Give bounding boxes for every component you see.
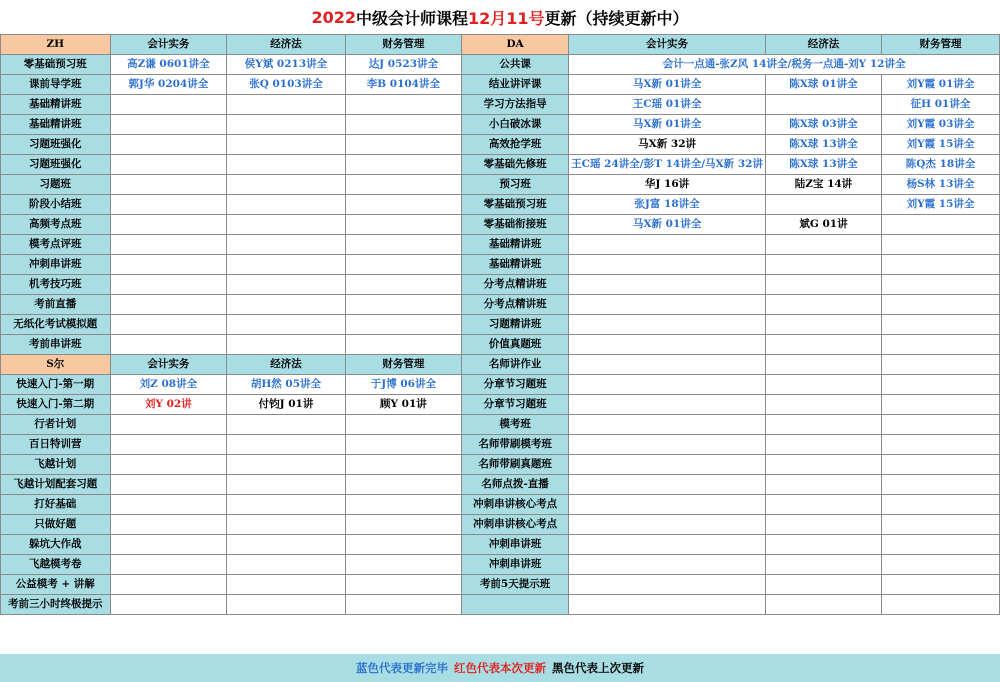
zh-cell: 李B 0104讲全 [345, 75, 461, 95]
se-header-label: S尔 [1, 355, 111, 375]
right-merged-cell: 会计一点通-张Z风 14讲全/税务一点通-刘Y 12讲全 [569, 55, 1000, 75]
right-cell [765, 255, 881, 275]
right-cell [569, 475, 766, 495]
zh-cell [345, 215, 461, 235]
table-row [1, 395, 1000, 415]
zh-row-label: 无纸化考试模拟题 [1, 315, 111, 335]
table-row [1, 475, 1000, 495]
table-row [1, 75, 1000, 95]
zh-row-label: 冲刺串讲班 [1, 255, 111, 275]
right-cell [569, 375, 766, 395]
right-row-label: 分考点精讲班 [462, 295, 569, 315]
right-cell [569, 335, 766, 355]
se-cell [345, 535, 461, 555]
se-cell [110, 575, 227, 595]
table-row [1, 215, 1000, 235]
right-cell [765, 315, 881, 335]
se-cell [227, 435, 346, 455]
title-year: 2022 [311, 7, 356, 27]
right-row-label [462, 595, 569, 615]
right-cell [881, 375, 999, 395]
zh-cell [110, 235, 227, 255]
zh-row-label: 基础精讲班 [1, 115, 111, 135]
right-cell: 马X新 01讲全 [569, 75, 766, 95]
right-row-label: 分章节习题班 [462, 375, 569, 395]
right-row-label: 名师讲作业 [462, 355, 569, 375]
se-row-label: 公益模考 + 讲解 [1, 575, 111, 595]
right-cell: 张J富 18讲全 [569, 195, 766, 215]
zh-cell [110, 195, 227, 215]
zh-row-label: 阶段小结班 [1, 195, 111, 215]
zh-cell [227, 135, 346, 155]
right-cell [569, 315, 766, 335]
right-header-col: 财务管理 [881, 35, 999, 55]
zh-cell [345, 155, 461, 175]
se-cell [345, 595, 461, 615]
right-cell [881, 275, 999, 295]
zh-cell [110, 115, 227, 135]
zh-cell [345, 115, 461, 135]
right-cell [765, 355, 881, 375]
se-cell [110, 435, 227, 455]
right-header-col: 经济法 [765, 35, 881, 55]
right-cell: 斌G 01讲 [765, 215, 881, 235]
se-cell [345, 455, 461, 475]
right-cell: 马X新 01讲全 [569, 115, 766, 135]
right-cell [881, 435, 999, 455]
right-header-label: DA [462, 35, 569, 55]
right-cell [569, 435, 766, 455]
right-cell [765, 375, 881, 395]
right-cell: 杨S林 13讲全 [881, 175, 999, 195]
zh-cell: 高Z谦 0601讲全 [110, 55, 227, 75]
zh-cell [345, 275, 461, 295]
right-row-label: 小白破冰课 [462, 115, 569, 135]
right-row-label: 习题精讲班 [462, 315, 569, 335]
table-row [1, 535, 1000, 555]
zh-cell [227, 235, 346, 255]
table-row [1, 315, 1000, 335]
right-header-col: 会计实务 [569, 35, 766, 55]
right-cell [881, 455, 999, 475]
zh-row-label: 高频考点班 [1, 215, 111, 235]
right-cell: 陈Q杰 18讲全 [881, 155, 999, 175]
zh-cell [345, 95, 461, 115]
table-row [1, 295, 1000, 315]
table-row [1, 275, 1000, 295]
zh-cell [345, 255, 461, 275]
legend-blue: 蓝色代表更新完毕 [356, 661, 448, 675]
table-row [1, 55, 1000, 75]
right-cell: 刘Y霞 01讲全 [881, 75, 999, 95]
right-cell [881, 555, 999, 575]
right-cell [569, 295, 766, 315]
se-cell [345, 515, 461, 535]
right-cell [569, 575, 766, 595]
right-cell [569, 535, 766, 555]
se-row-label: 快速入门-第一期 [1, 375, 111, 395]
right-cell [765, 195, 881, 215]
zh-cell [345, 195, 461, 215]
se-cell: 于J博 06讲全 [345, 375, 461, 395]
table-row [1, 175, 1000, 195]
right-cell [765, 235, 881, 255]
table-row [1, 95, 1000, 115]
right-cell [881, 535, 999, 555]
right-cell: 陈X球 13讲全 [765, 155, 881, 175]
se-row-label: 飞越计划 [1, 455, 111, 475]
right-row-label: 基础精讲班 [462, 235, 569, 255]
title-text: 中级会计师课程 [355, 8, 468, 28]
table-row [1, 355, 1000, 375]
right-row-label: 结业讲评课 [462, 75, 569, 95]
table-row [1, 235, 1000, 255]
right-row-label: 零基础预习班 [462, 195, 569, 215]
zh-cell [110, 315, 227, 335]
right-cell [569, 275, 766, 295]
zh-cell [110, 135, 227, 155]
se-cell: 刘Z 08讲全 [110, 375, 227, 395]
zh-row-label: 习题班强化 [1, 155, 111, 175]
zh-row-label: 基础精讲班 [1, 95, 111, 115]
right-cell [765, 595, 881, 615]
right-cell: 刘Y霞 15讲全 [881, 195, 999, 215]
zh-cell [110, 275, 227, 295]
right-row-label: 分章节习题班 [462, 395, 569, 415]
right-cell [765, 295, 881, 315]
right-row-label: 零基础衔接班 [462, 215, 569, 235]
table-row [1, 575, 1000, 595]
zh-cell [110, 255, 227, 275]
right-row-label: 基础精讲班 [462, 255, 569, 275]
table-row [1, 455, 1000, 475]
zh-cell [227, 315, 346, 335]
se-cell [110, 455, 227, 475]
se-header-col: 财务管理 [345, 355, 461, 375]
se-row-label: 飞越模考卷 [1, 555, 111, 575]
zh-cell [227, 195, 346, 215]
se-row-label: 只做好题 [1, 515, 111, 535]
zh-cell [345, 335, 461, 355]
right-cell [765, 335, 881, 355]
right-cell [881, 515, 999, 535]
right-cell: 刘Y霞 15讲全 [881, 135, 999, 155]
zh-cell [345, 235, 461, 255]
right-cell [881, 475, 999, 495]
zh-cell [227, 275, 346, 295]
table-row [1, 375, 1000, 395]
zh-cell: 郭J华 0204讲全 [110, 75, 227, 95]
right-cell [569, 495, 766, 515]
legend-red: 红色代表本次更新 [454, 661, 546, 675]
se-cell [227, 415, 346, 435]
zh-cell: 达J 0523讲全 [345, 55, 461, 75]
zh-row-label: 机考技巧班 [1, 275, 111, 295]
table-row [1, 255, 1000, 275]
table-row [1, 195, 1000, 215]
zh-row-label: 习题班 [1, 175, 111, 195]
se-cell [345, 555, 461, 575]
se-cell [110, 595, 227, 615]
table-row [1, 595, 1000, 615]
right-row-label: 零基础先修班 [462, 155, 569, 175]
se-cell: 顾Y 01讲 [345, 395, 461, 415]
se-cell [345, 415, 461, 435]
se-cell: 胡H然 05讲全 [227, 375, 346, 395]
right-cell [765, 515, 881, 535]
se-cell: 刘Y 02讲 [110, 395, 227, 415]
table-row [1, 35, 1000, 55]
zh-cell [227, 175, 346, 195]
se-row-label: 打好基础 [1, 495, 111, 515]
zh-cell [227, 255, 346, 275]
table-row [1, 155, 1000, 175]
right-cell [569, 515, 766, 535]
se-cell: 付钧J 01讲 [227, 395, 346, 415]
se-row-label: 快速入门-第二期 [1, 395, 111, 415]
zh-cell [110, 155, 227, 175]
right-row-label: 名师带刷模考班 [462, 435, 569, 455]
zh-row-label: 考前直播 [1, 295, 111, 315]
right-cell [881, 215, 999, 235]
right-row-label: 冲刺串讲核心考点 [462, 495, 569, 515]
zh-cell [227, 115, 346, 135]
right-cell [765, 555, 881, 575]
zh-header-col: 经济法 [227, 35, 346, 55]
zh-cell: 侯Y斌 0213讲全 [227, 55, 346, 75]
zh-cell [110, 335, 227, 355]
right-cell [569, 355, 766, 375]
right-cell: 陈X球 13讲全 [765, 135, 881, 155]
zh-cell [227, 155, 346, 175]
se-cell [345, 475, 461, 495]
right-cell [881, 355, 999, 375]
zh-cell [110, 215, 227, 235]
right-row-label: 学习方法指导 [462, 95, 569, 115]
se-header-col: 会计实务 [110, 355, 227, 375]
se-header-col: 经济法 [227, 355, 346, 375]
right-cell [569, 595, 766, 615]
zh-header-label: ZH [1, 35, 111, 55]
right-cell [765, 455, 881, 475]
right-row-label: 冲刺串讲核心考点 [462, 515, 569, 535]
right-cell [765, 395, 881, 415]
right-row-label: 冲刺串讲班 [462, 535, 569, 555]
right-row-label: 考前5天提示班 [462, 575, 569, 595]
zh-cell [345, 135, 461, 155]
se-cell [227, 575, 346, 595]
right-cell: 华J 16讲 [569, 175, 766, 195]
right-cell [765, 275, 881, 295]
table-row [1, 115, 1000, 135]
right-cell: 马X新 32讲 [569, 135, 766, 155]
se-cell [227, 535, 346, 555]
se-cell [110, 515, 227, 535]
table-row [1, 415, 1000, 435]
zh-header-col: 会计实务 [110, 35, 227, 55]
right-cell [881, 395, 999, 415]
table-row [1, 495, 1000, 515]
zh-row-label: 零基础预习班 [1, 55, 111, 75]
right-cell: 刘Y霞 03讲全 [881, 115, 999, 135]
table-row [1, 135, 1000, 155]
right-row-label: 分考点精讲班 [462, 275, 569, 295]
right-cell: 王C瑶 01讲全 [569, 95, 766, 115]
right-cell [881, 255, 999, 275]
se-cell [345, 575, 461, 595]
right-cell: 陈X球 01讲全 [765, 75, 881, 95]
se-cell [227, 555, 346, 575]
right-row-label: 公共课 [462, 55, 569, 75]
se-cell [345, 435, 461, 455]
title-suffix: 更新（持续更新中） [544, 8, 689, 28]
se-cell [227, 455, 346, 475]
right-cell [569, 255, 766, 275]
right-cell: 陆Z宝 14讲 [765, 175, 881, 195]
right-cell [765, 535, 881, 555]
right-row-label: 模考班 [462, 415, 569, 435]
right-cell [765, 475, 881, 495]
se-cell [110, 495, 227, 515]
right-row-label: 名师点拨-直播 [462, 475, 569, 495]
se-cell [110, 555, 227, 575]
zh-cell [227, 95, 346, 115]
zh-cell [110, 95, 227, 115]
right-cell [881, 315, 999, 335]
right-row-label: 预习班 [462, 175, 569, 195]
zh-cell [227, 335, 346, 355]
right-cell [765, 95, 881, 115]
right-cell [881, 295, 999, 315]
legend-black: 黑色代表上次更新 [552, 661, 644, 675]
zh-row-label: 课前导学班 [1, 75, 111, 95]
right-cell [765, 495, 881, 515]
right-row-label: 名师带刷真题班 [462, 455, 569, 475]
zh-cell [227, 295, 346, 315]
table-row [1, 435, 1000, 455]
se-cell [110, 415, 227, 435]
zh-cell [110, 295, 227, 315]
se-cell [227, 595, 346, 615]
right-cell [881, 335, 999, 355]
table-row [1, 515, 1000, 535]
se-row-label: 躲坑大作战 [1, 535, 111, 555]
table-row [1, 555, 1000, 575]
se-row-label: 飞越计划配套习题 [1, 475, 111, 495]
se-cell [110, 535, 227, 555]
zh-header-col: 财务管理 [345, 35, 461, 55]
zh-row-label: 模考点评班 [1, 235, 111, 255]
zh-cell: 张Q 0103讲全 [227, 75, 346, 95]
se-row-label: 考前三小时终极提示 [1, 595, 111, 615]
right-cell [881, 575, 999, 595]
right-cell [569, 415, 766, 435]
right-cell [569, 235, 766, 255]
right-cell: 马X新 01讲全 [569, 215, 766, 235]
right-cell [569, 395, 766, 415]
course-table [0, 34, 1000, 615]
right-row-label: 冲刺串讲班 [462, 555, 569, 575]
table-row [1, 335, 1000, 355]
right-cell [569, 555, 766, 575]
right-cell [881, 595, 999, 615]
se-cell [227, 475, 346, 495]
right-cell [765, 415, 881, 435]
right-cell: 王C瑶 24讲全/彭T 14讲全/马X新 32讲 [569, 155, 766, 175]
right-cell [765, 575, 881, 595]
se-cell [110, 475, 227, 495]
legend [0, 654, 1000, 682]
se-cell [345, 495, 461, 515]
se-cell [227, 495, 346, 515]
right-cell [881, 415, 999, 435]
right-cell [569, 455, 766, 475]
zh-cell [227, 215, 346, 235]
zh-row-label: 习题班强化 [1, 135, 111, 155]
right-row-label: 高效抢学班 [462, 135, 569, 155]
zh-cell [345, 175, 461, 195]
right-cell [765, 435, 881, 455]
se-row-label: 行者计划 [1, 415, 111, 435]
right-cell [881, 495, 999, 515]
se-cell [227, 515, 346, 535]
right-cell: 陈X球 03讲全 [765, 115, 881, 135]
right-row-label: 价值真题班 [462, 335, 569, 355]
title-date: 12月11号 [467, 8, 545, 28]
zh-cell [345, 295, 461, 315]
zh-cell [110, 175, 227, 195]
right-cell: 征H 01讲全 [881, 95, 999, 115]
zh-cell [345, 315, 461, 335]
right-cell [881, 235, 999, 255]
zh-row-label: 考前串讲班 [1, 335, 111, 355]
page-title [0, 0, 1000, 34]
se-row-label: 百日特训营 [1, 435, 111, 455]
